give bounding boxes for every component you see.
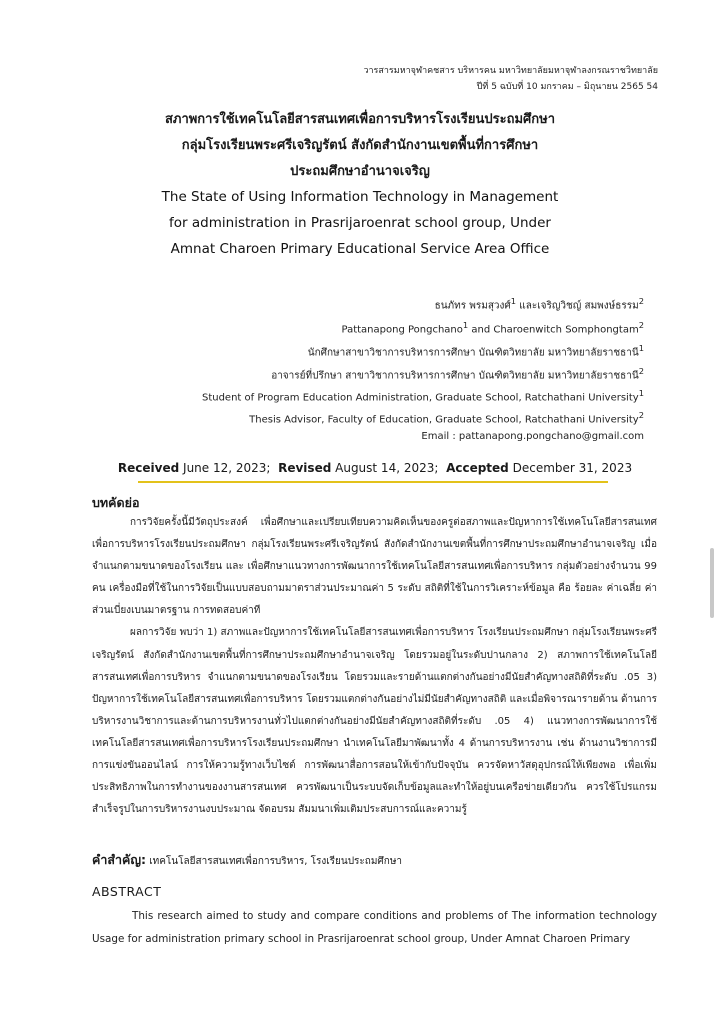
english-title-line-3: Amnat Charoen Primary Educational Service Area Office bbox=[170, 241, 550, 257]
divider-rule bbox=[138, 481, 608, 483]
abstract-thai-heading: บทคัดย่อ bbox=[92, 495, 140, 510]
journal-issue: ปีที่ 5 ฉบับที่ 10 มกราคม – มิถุนายน 2565 54 bbox=[476, 82, 658, 92]
affiliation-1-thai: นักศึกษาสาขาวิชาการบริหารการศึกษา บัณฑิตวิทยาลัย มหาวิทยาลัยราชธานี$^1$ bbox=[307, 343, 644, 359]
author-email: Email : pattanapong.pongchano@gmail.com bbox=[421, 431, 644, 442]
keywords bbox=[92, 852, 402, 870]
affiliation-1-english: Student of Program Education Administration, Graduate School, Ratchathani University$^1$ bbox=[201, 388, 644, 404]
affiliation-2-english: Thesis Advisor, Faculty of Education, Graduate School, Ratchathani University$^2$ bbox=[249, 410, 644, 426]
abstract-english-heading: ABSTRACT bbox=[92, 884, 162, 899]
abstract-thai-paragraph-1: การวิจัยครั้งนี้มีวัตถุประสงค์ เพื่อศึกษาและเปรียบเทียบความคิดเห็นของครูต่อสภาพและปัญหาการใช้เทคโนโลยีสารสนเทศเพื่อการบริหารโรงเรียนประถมศึกษา กลุ่มโรงเรียนพระศรีเจริญรัตน์ สังกัดสำนักงานเขตพื้นที่การศึกษาประถมศึกษาอำนาจเจริญ เมื่อจำแนกตามขนาดของโรงเรียน และ เพื่อศึกษาแนวทางการพัฒนาการใช้เทคโนโลยีสารสนเทศเพื่อการบริหาร กลุ่มตัวอย่างจำนวน 99 คน เครื่องมือที่ใช้ในการวิจัยเป็นแบบสอบถามมาตราส่วนประมาณค่า 5 ระดับ สถิติที่ใช้ในการวิเคราะห์ข้อมูล คือ ร้อยละ ค่าเฉลี่ย ค่าส่วนเบี่ยงเบนมาตรฐาน การทดสอบค่าที bbox=[92, 517, 657, 617]
journal-name: วารสารมหาจุฬาคชสาร บริหารคน มหาวิทยาลัยมหาจุฬาลงกรณราชวิทยาลัย bbox=[363, 66, 658, 76]
abstract-thai-paragraph-2: ผลการวิจัย พบว่า 1) สภาพและปัญหาการใช้เทคโนโลยีสารสนเทศเพื่อการบริหาร โรงเรียนประถมศึกษา กลุ่มโรงเรียนพระศรีเจริญรัตน์ สังกัดสำนักงานเขตพื้นที่การศึกษาประถมศึกษาอำนาจเจริญ โดยรวมอยู่ในระดับปานกลาง 2) สภาพการใช้เทคโนโลยีสารสนเทศเพื่อการบริหาร จำแนกตามขนาดของโรงเรียน โดยรวมและรายด้านแตกต่างกันอย่างมีนัยสำคัญทางสถิติที่ระดับ .05 3) ปัญหาการใช้เทคโนโลยีสารสนเทศเพื่อการบริหาร โดยรวมแตกต่างกันอย่างไม่มีนัยสำคัญทางสถิติ และเมื่อพิจารณารายด้าน ด้านการบริหารงานวิชาการและด้านการบริหารงานทั่วไปแตกต่างกันอย่างมีนัยสำคัญทางสถิติที่ระดับ .05 4) แนวทางการพัฒนาการใช้เทคโนโลยีสารสนเทศเพื่อการบริหารโรงเรียนประถมศึกษา นำเทคโนโลยีมาพัฒนาทั้ง 4 ด้านการบริหารงาน เช่น ด้านงานวิชาการมีการแข่งขันออนไลน์ การให้ความรู้ทางเว็บไซต์ การพัฒนาสื่อการสอนให้เข้ากับปัจจุบัน ควรจัดหาวัสดุอุปกรณ์ให้เพียงพอ เพื่อเพิ่มประสิทธิภาพในการทำงานของงานสารสนเทศ ควรพัฒนาเป็นระบบจัดเก็บข้อมูลและทำให้อยู่บนเครือข่ายเดียวกัน ควรใช้โปรแกรมสำเร็จรูปในการบริหารงานงบประมาณ จัดอบรม สัมมนาเพิ่มเติมประสบการณ์และความรู้ bbox=[92, 627, 657, 816]
thai-title-line-1: สภาพการใช้เทคโนโลยีสารสนเทศเพื่อการบริหารโรงเรียนประถมศึกษา bbox=[164, 112, 556, 127]
english-title-line-2: for administration in Prasrijaroenrat school group, Under bbox=[169, 215, 551, 231]
author-line-thai: ธนภัทร พรมสุวงศ์$^1$ และเจริญวิชญ์ สมพงษ์ธรรม$^2$ bbox=[434, 296, 644, 312]
author-line-english: Pattanapong Pongchano$^1$ and Charoenwitch Somphongtam$^2$ bbox=[341, 320, 644, 336]
keywords-label: คำสำคัญ: bbox=[92, 852, 147, 867]
keywords-text: เทคโนโลยีสารสนเทศเพื่อการบริหาร, โรงเรียนประถมศึกษา bbox=[146, 856, 403, 867]
affiliation-2-thai: อาจารย์ที่ปรึกษา สาขาวิชาการบริหารการศึกษา บัณฑิตวิทยาลัย มหาวิทยาลัยราชธานี$^2$ bbox=[271, 366, 644, 382]
thai-title-line-3: ประถมศึกษาอำนาจเจริญ bbox=[290, 164, 430, 179]
thai-title-line-2: กลุ่มโรงเรียนพระศรีเจริญรัตน์ สังกัดสำนักงานเขตพื้นที่การศึกษา bbox=[181, 138, 539, 153]
abstract-english-body bbox=[92, 905, 657, 951]
submission-dates: Received June 12, 2023; Revised August 14, 2023; Accepted December 31, 2023 bbox=[117, 461, 633, 475]
english-title-line-1: The State of Using Information Technology in Management bbox=[161, 189, 559, 205]
scrollbar[interactable] bbox=[710, 548, 714, 618]
abstract-thai-body bbox=[92, 512, 657, 821]
abstract-english-paragraph-1: This research aimed to study and compare conditions and problems of The information technology Usage for administration primary school in Prasrijaroenrat school group, Under Amnat Charoen Primary bbox=[92, 910, 657, 945]
